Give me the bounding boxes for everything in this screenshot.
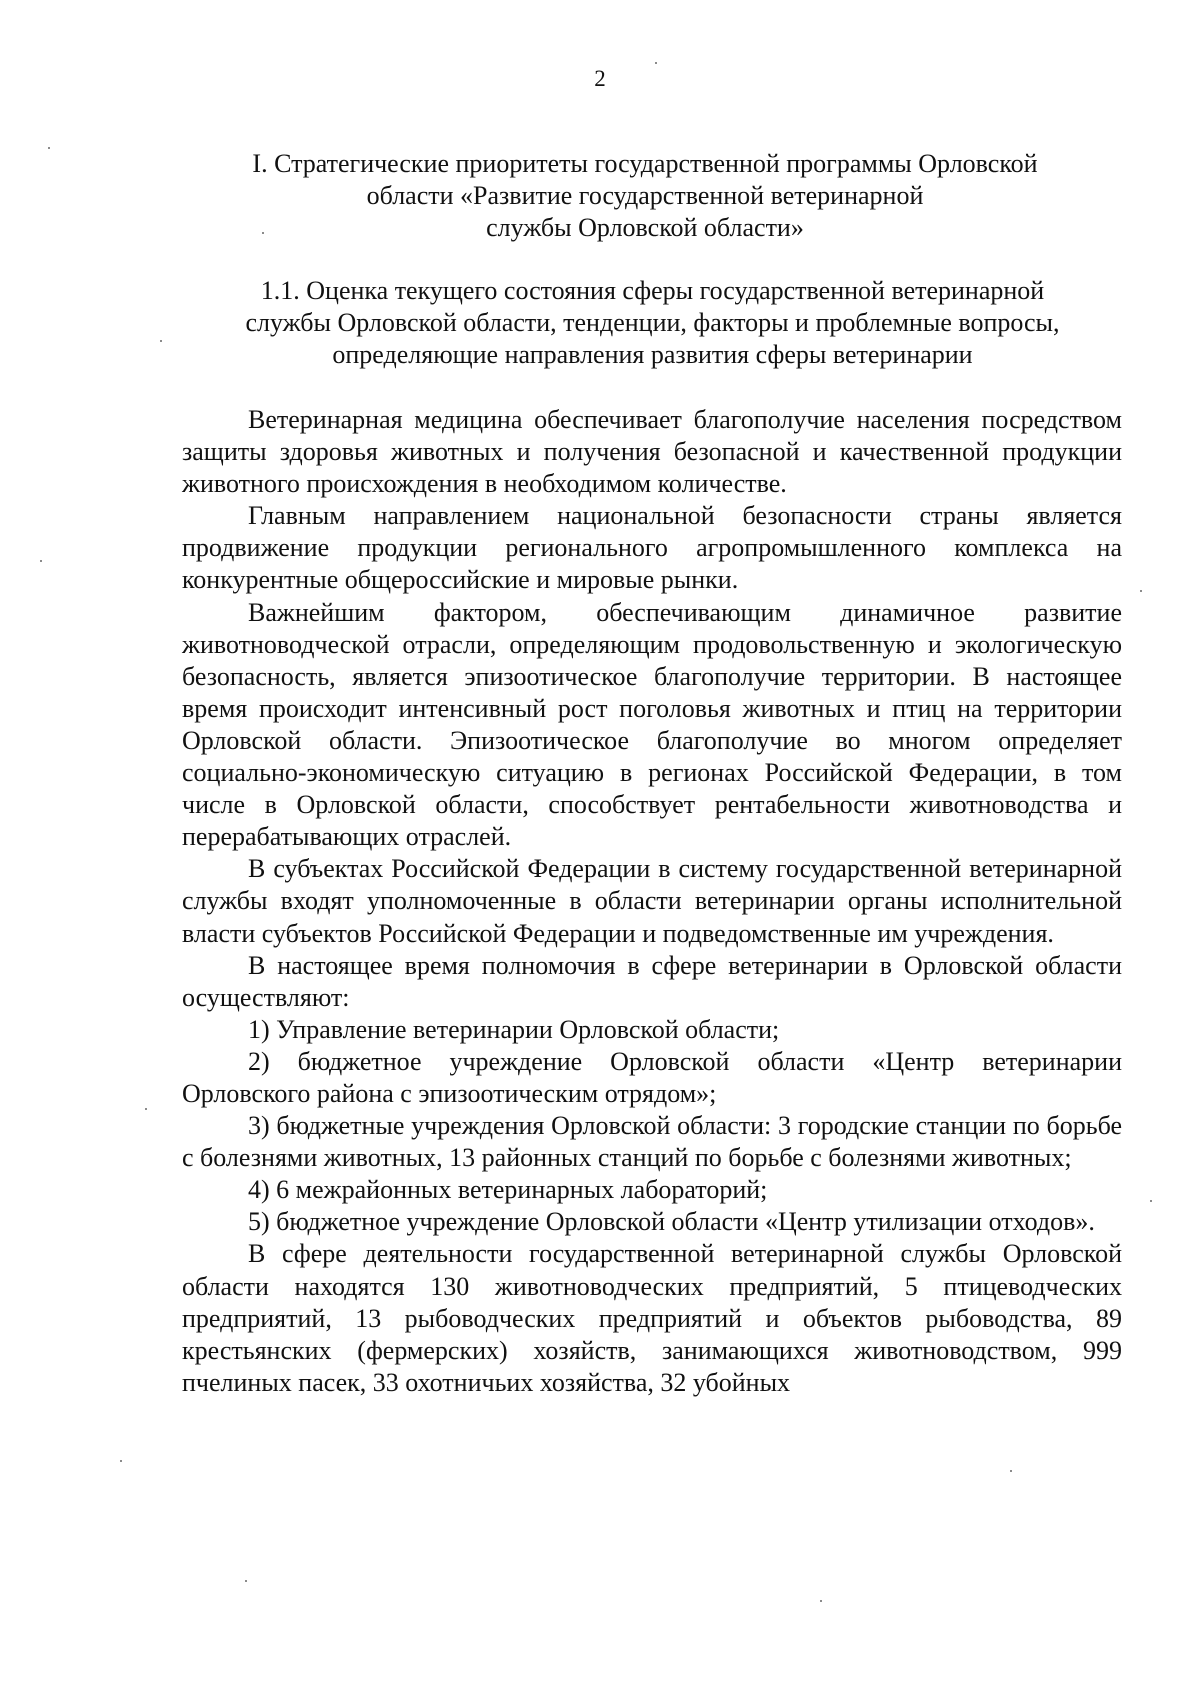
section-heading-line: службы Орловской области» xyxy=(486,213,804,242)
scan-speck xyxy=(1150,1200,1152,1202)
list-item: 4) 6 межрайонных ветеринарных лабораторий; xyxy=(248,1175,768,1205)
subsection-heading-line: службы Орловской области, тенденции, факторы и проблемные вопросы, xyxy=(245,308,1060,337)
scan-speck xyxy=(1140,590,1142,592)
subsection-heading xyxy=(185,275,1120,371)
section-heading xyxy=(200,148,1090,244)
paragraph: Главным направлением национальной безопасности страны является продвижение продукции регионального агропромышленного комплекса на конкурентные общероссийские и мировые рынки. xyxy=(182,501,1122,595)
subsection-heading-line: определяющие направления развития сферы ветеринарии xyxy=(332,340,973,369)
paragraph: Ветеринарная медицина обеспечивает благополучие населения посредством защиты здоровья животных и получения безопасной и качественной продукции животного происхождения в необходимом количестве. xyxy=(182,405,1122,499)
body-text xyxy=(182,404,1122,1399)
scan-speck xyxy=(820,1600,822,1602)
paragraph: В сфере деятельности государственной ветеринарной службы Орловской области находятся 130 животноводческих предприятий, 5 птицеводческих предприятий, 13 рыбоводческих предприятий и объектов рыбоводства, 89 крестьянских (фермерских) хозяйств, занимающихся животноводством, 999 пчелиных пасек, 33 охотничьих хозяйства, 32 убойных xyxy=(182,1239,1122,1397)
section-heading-line: I. Стратегические приоритеты государственной программы Орловской xyxy=(252,149,1038,178)
scan-speck xyxy=(160,340,162,342)
list-item: 2) бюджетное учреждение Орловской области «Центр ветеринарии Орловского района с эпизоотическим отрядом»; xyxy=(182,1046,1122,1108)
paragraph: В настоящее время полномочия в сфере ветеринарии в Орловской области осуществляют: xyxy=(182,950,1122,1012)
page-number: 2 xyxy=(594,66,606,91)
section-heading-line: области «Развитие государственной ветеринарной xyxy=(366,181,924,210)
list-item: 3) бюджетные учреждения Орловской области: 3 городские станции по борьбе с болезнями животных, 13 районных станций по борьбе с болезнями животных; xyxy=(182,1111,1122,1173)
scan-speck xyxy=(262,232,264,234)
paragraph: Важнейшим фактором, обеспечивающим динамичное развитие животноводческой отрасли, определяющим продовольственную и экологическую безопасность, является эпизоотическое благополучие территории. В настоящее время происходит интенсивный рост поголовья животных и птиц на территории Орловской области. Эпизоотическое благополучие во многом определяет социально-экономическую ситуацию в регионах Российской Федерации, в том числе в Орловской области, способствует рентабельности животноводства и перерабатывающих отраслей. xyxy=(182,597,1122,852)
scan-speck xyxy=(145,1108,147,1110)
list-item: 1) Управление ветеринарии Орловской области; xyxy=(248,1014,780,1044)
list-item: 5) бюджетное учреждение Орловской области «Центр утилизации отходов». xyxy=(248,1207,1095,1237)
scan-speck xyxy=(120,1460,122,1462)
scan-speck xyxy=(1010,1470,1012,1472)
scan-speck xyxy=(48,147,50,149)
scan-speck xyxy=(245,1580,247,1582)
scan-speck xyxy=(655,62,657,64)
paragraph: В субъектах Российской Федерации в систему государственной ветеринарной службы входят уполномоченные в области ветеринарии органы исполнительной власти субъектов Российской Федерации и подведомственные им учреждения. xyxy=(182,854,1122,948)
subsection-heading-line: 1.1. Оценка текущего состояния сферы государственной ветеринарной xyxy=(260,276,1045,305)
scan-speck xyxy=(40,560,42,562)
